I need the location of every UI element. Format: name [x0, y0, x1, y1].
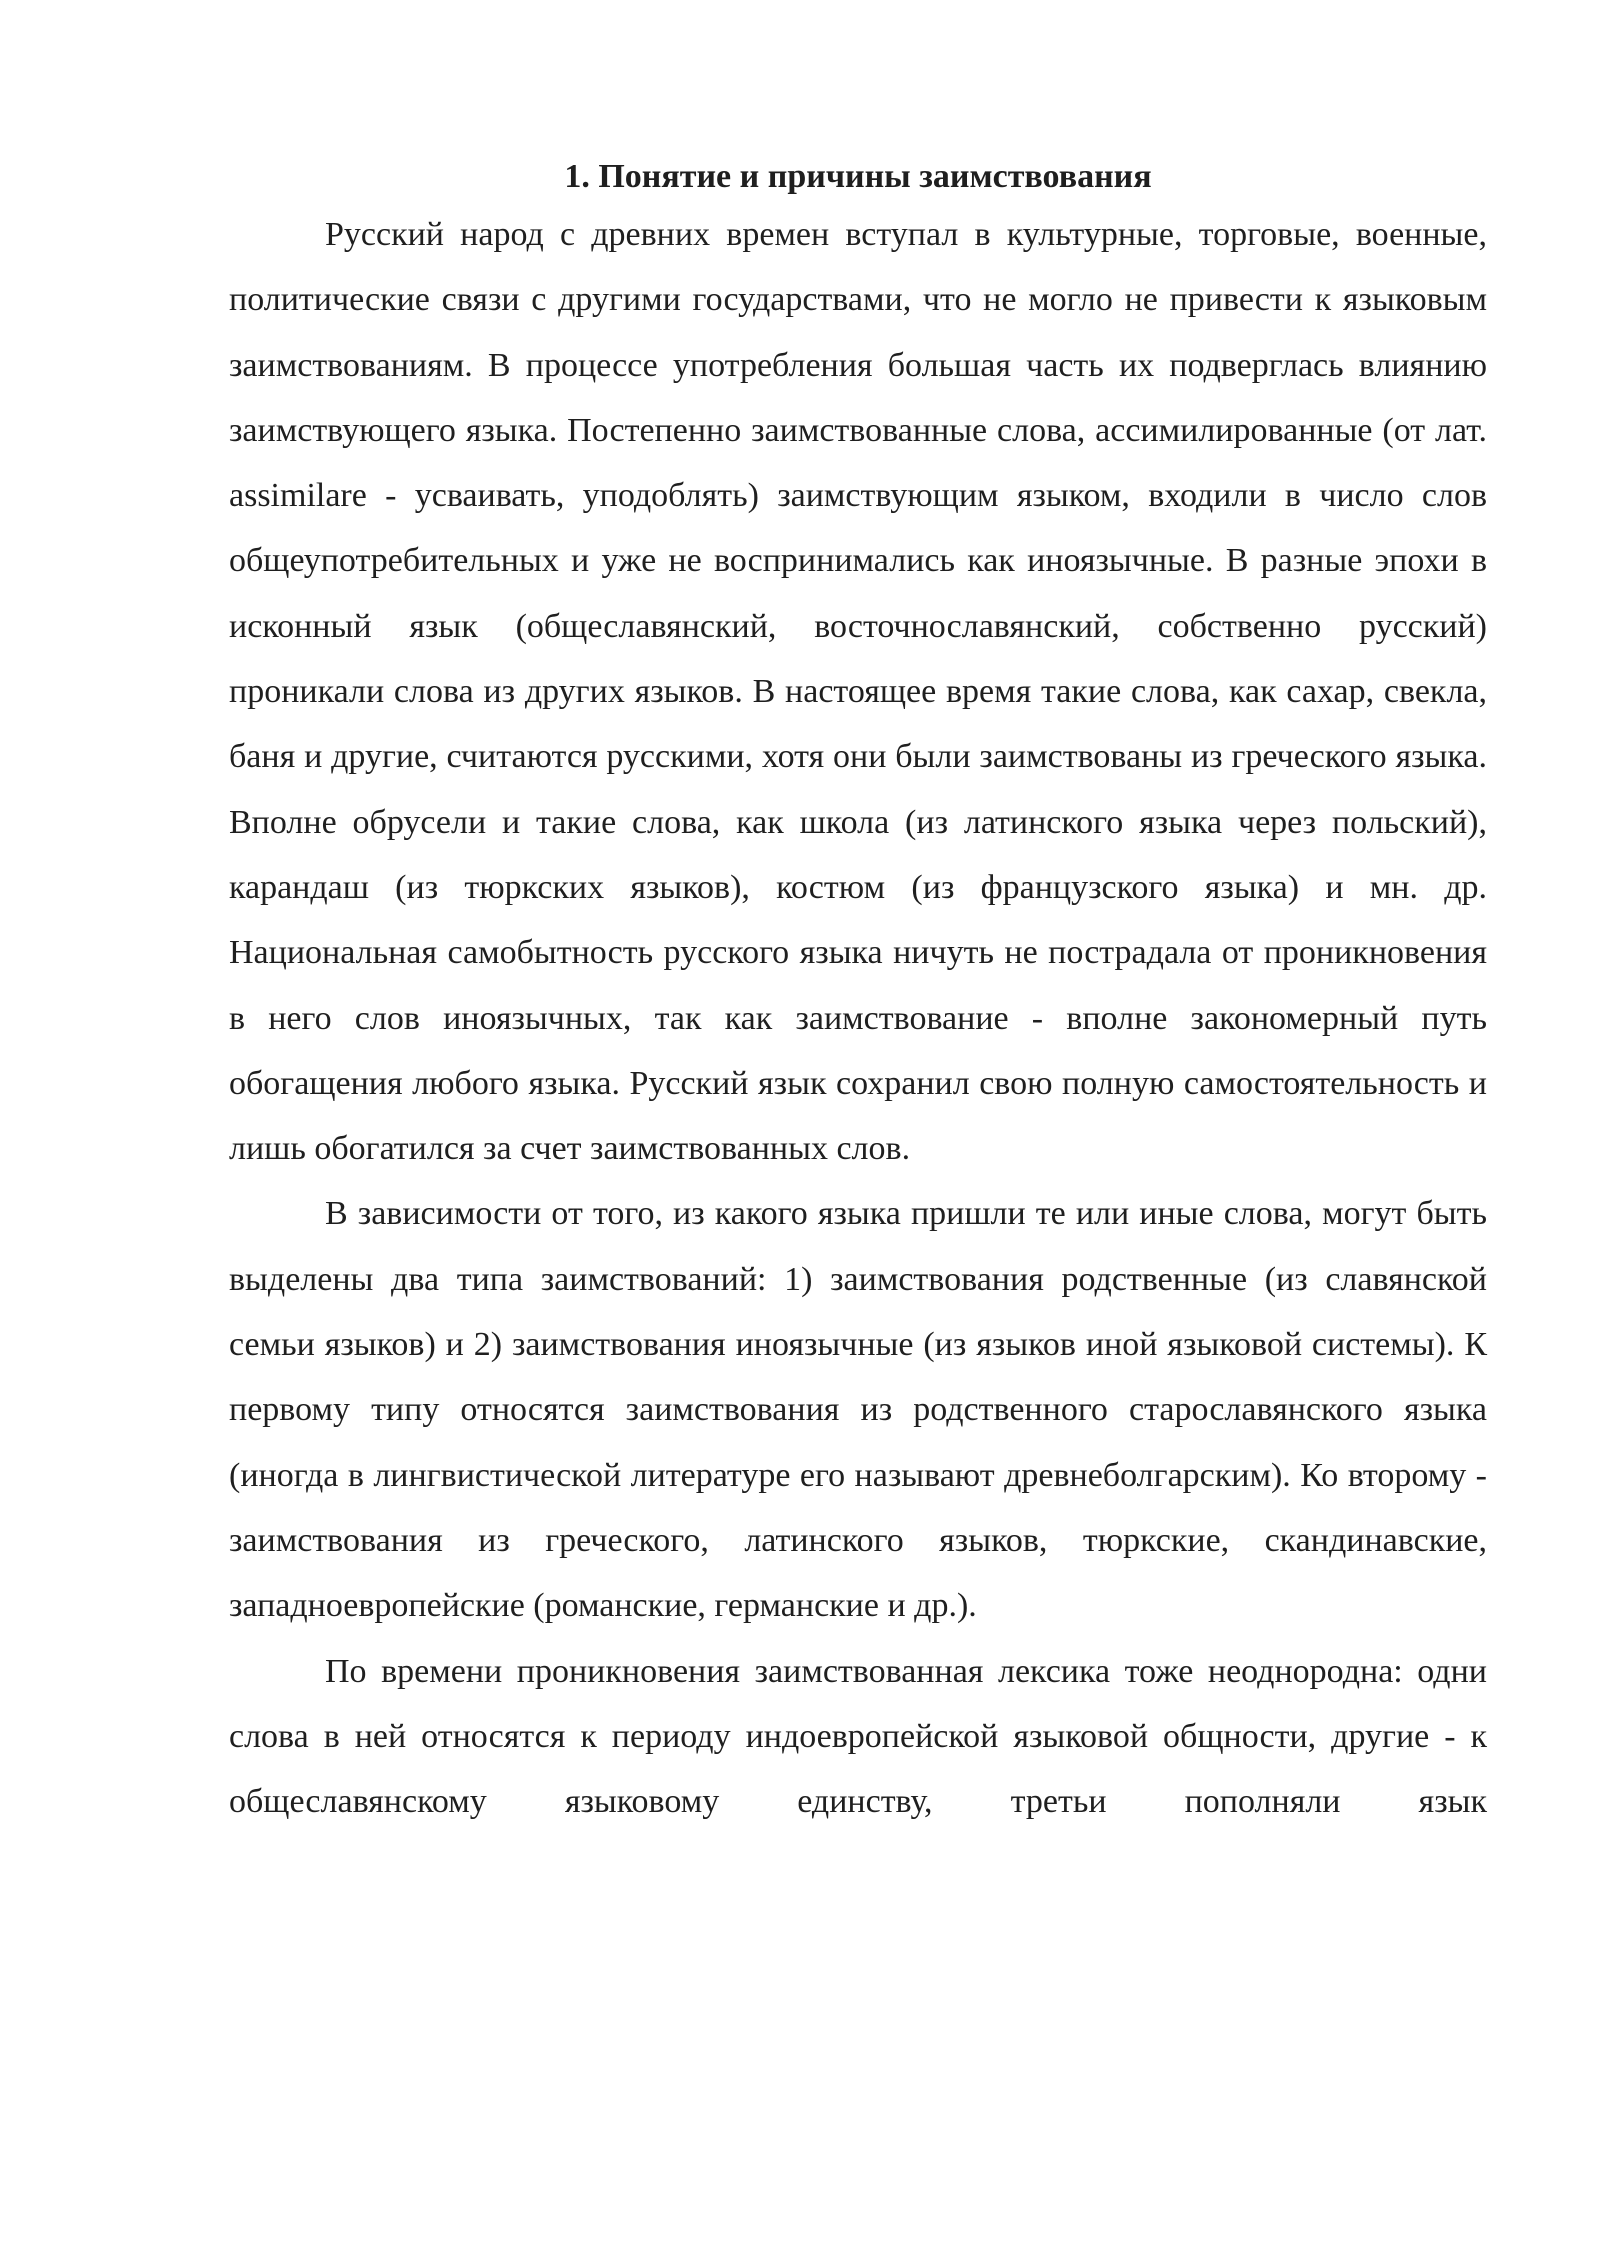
paragraph-borrowing-history: Русский народ с древних времен вступал в культурные, торговые, военные, политические связи с другими государствами, что не могло не привести к языковым заимствованиям. В процессе употребления большая часть их подверглась влиянию заимствующего языка. Постепенно заимствованные слова, ассимилированные (от лат. assimilare - усваивать, уподоблять) заимствующим языком, входили в число слов общеупотребительных и уже не воспринимались как иноязычные. В разные эпохи в исконный язык (общеславянский, восточнославянский, собственно русский) проникали слова из других языков. В настоящее время такие слова, как сахар, свекла, баня и другие, считаются русскими, хотя они были заимствованы из греческого языка. Вполне обрусели и такие слова, как школа (из латинского языка через польский), карандаш (из тюркских языков), костюм (из французского языка) и мн. др. Национальная самобытность русского языка ничуть не пострадала от проникновения в него слов иноязычных, так как заимствование - вполне закономерный путь обогащения любого языка. Русский язык сохранил свою полную самостоятельность и лишь обогатился за счет заимствованных слов.	[229, 216, 1487, 1168]
paragraph-borrowing-types: В зависимости от того, из какого языка пришли те или иные слова, могут быть выделены два типа заимствований: 1) заимствования родственные (из славянской семьи языков) и 2) заимствования иноязычные (из языков иной языковой системы). К первому типу относятся заимствования из родственного старославянского языка (иногда в лингвистической литературе его называют древнеболгарским). Ко второму - заимствования из греческого, латинского языков, тюркские, скандинавские, западноевропейские (романские, германские и др.).	[229, 1195, 1487, 1625]
section-heading: 1. Понятие и причины заимствования	[564, 158, 1152, 195]
document-body	[229, 152, 1487, 1834]
paragraph-borrowing-periods: По времени проникновения заимствованная лексика тоже неоднородна: одни слова в ней относятся к периоду индоевропейской языковой общности, другие - к общеславянскому языковому единству, третьи пополняли язык	[229, 1652, 1487, 1821]
